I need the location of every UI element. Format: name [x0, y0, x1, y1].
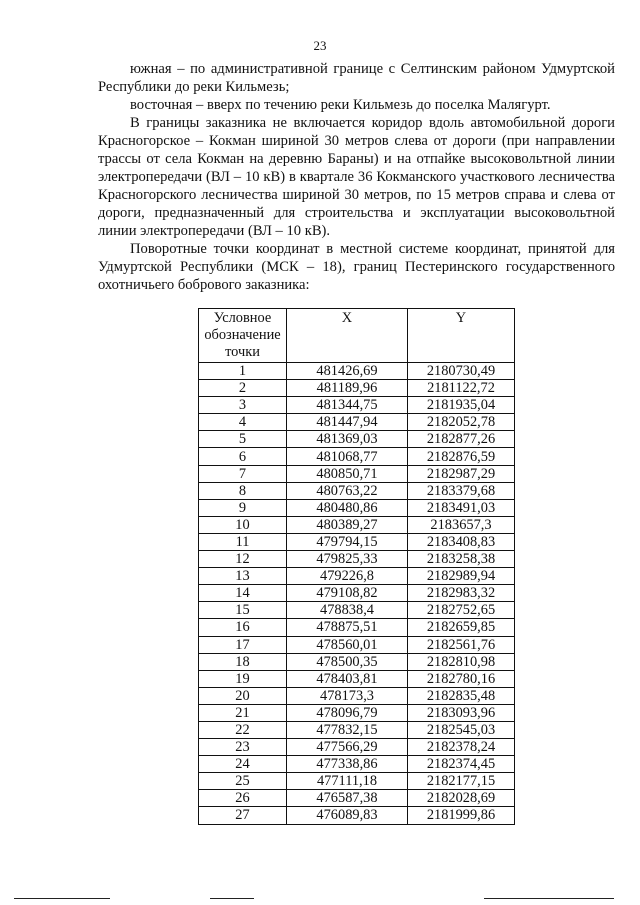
- cell-y: 2183491,03: [408, 499, 515, 516]
- table-row: [199, 670, 515, 687]
- cell-point: 11: [199, 533, 287, 550]
- cell-point: 18: [199, 653, 287, 670]
- cell-point: 23: [199, 739, 287, 756]
- paragraph: южная – по административной границе с Селтинским районом Удмуртской Республики до реки Кильмезь;: [98, 61, 615, 95]
- table-row: [199, 533, 515, 550]
- cell-x: 477111,18: [287, 773, 408, 790]
- cell-point: 24: [199, 756, 287, 773]
- table-row: [199, 687, 515, 704]
- cell-x: 478560,01: [287, 636, 408, 653]
- cell-x: 477566,29: [287, 739, 408, 756]
- cell-x: 479226,8: [287, 568, 408, 585]
- table-row: [199, 363, 515, 380]
- cell-y: 2182780,16: [408, 670, 515, 687]
- cell-x: 479825,33: [287, 551, 408, 568]
- cell-x: 478838,4: [287, 602, 408, 619]
- table-row: [199, 585, 515, 602]
- cell-x: 481068,77: [287, 448, 408, 465]
- header-point: Условное обозначение точки: [199, 309, 287, 363]
- table-row: [199, 756, 515, 773]
- cell-x: 476587,38: [287, 790, 408, 807]
- cell-x: 476089,83: [287, 807, 408, 824]
- table-row: [199, 397, 515, 414]
- cell-point: 5: [199, 431, 287, 448]
- table-row: [199, 482, 515, 499]
- table-row: [199, 636, 515, 653]
- cell-x: 481344,75: [287, 397, 408, 414]
- cell-x: 477338,86: [287, 756, 408, 773]
- cell-x: 479108,82: [287, 585, 408, 602]
- table-row: [199, 739, 515, 756]
- cell-point: 19: [199, 670, 287, 687]
- cell-y: 2182810,98: [408, 653, 515, 670]
- cell-point: 2: [199, 380, 287, 397]
- cell-y: 2182752,65: [408, 602, 515, 619]
- cell-y: 2181122,72: [408, 380, 515, 397]
- cell-point: 1: [199, 363, 287, 380]
- table-row: [199, 807, 515, 824]
- cell-point: 13: [199, 568, 287, 585]
- cell-x: 479794,15: [287, 533, 408, 550]
- cell-x: 481189,96: [287, 380, 408, 397]
- cell-x: 480763,22: [287, 482, 408, 499]
- cell-y: 2182177,15: [408, 773, 515, 790]
- cell-point: 9: [199, 499, 287, 516]
- cell-y: 2182989,94: [408, 568, 515, 585]
- cell-point: 25: [199, 773, 287, 790]
- page-number: 23: [313, 38, 327, 53]
- cell-y: 2182983,32: [408, 585, 515, 602]
- table-body: [199, 363, 515, 825]
- cell-point: 3: [199, 397, 287, 414]
- cell-y: 2181999,86: [408, 807, 515, 824]
- cell-y: 2182561,76: [408, 636, 515, 653]
- table-row: [199, 516, 515, 533]
- cell-x: 481426,69: [287, 363, 408, 380]
- cell-point: 12: [199, 551, 287, 568]
- cell-point: 7: [199, 465, 287, 482]
- cell-y: 2183093,96: [408, 704, 515, 721]
- paragraph: восточная – вверх по течению реки Кильмезь до поселка Малягурт.: [130, 97, 551, 113]
- cell-x: 478875,51: [287, 619, 408, 636]
- cell-x: 478096,79: [287, 704, 408, 721]
- cell-point: 16: [199, 619, 287, 636]
- cell-y: 2182378,24: [408, 739, 515, 756]
- cell-x: 480480,86: [287, 499, 408, 516]
- cell-y: 2182052,78: [408, 414, 515, 431]
- paragraph: Поворотные точки координат в местной системе координат, принятой для Удмуртской Республики (МСК – 18), границ Пестеринского государственного охотничьего бобрового заказника:: [98, 241, 615, 293]
- cell-y: 2183258,38: [408, 551, 515, 568]
- cell-y: 2182028,69: [408, 790, 515, 807]
- cell-x: 481369,03: [287, 431, 408, 448]
- cell-x: 478500,35: [287, 653, 408, 670]
- header-x: X: [287, 309, 408, 363]
- cell-x: 480389,27: [287, 516, 408, 533]
- cell-y: 2182987,29: [408, 465, 515, 482]
- scan-artifact: [210, 898, 254, 899]
- table-row: [199, 551, 515, 568]
- cell-point: 14: [199, 585, 287, 602]
- cell-y: 2182374,45: [408, 756, 515, 773]
- table-row: [199, 380, 515, 397]
- cell-y: 2183379,68: [408, 482, 515, 499]
- cell-y: 2182545,03: [408, 721, 515, 738]
- cell-point: 8: [199, 482, 287, 499]
- table-row: [199, 653, 515, 670]
- table-row: [199, 790, 515, 807]
- cell-y: 2182877,26: [408, 431, 515, 448]
- body-text: [98, 60, 615, 294]
- cell-y: 2180730,49: [408, 363, 515, 380]
- paragraph: В границы заказника не включается коридор вдоль автомобильной дороги Красногорское – Кокман шириной 30 метров слева от дороги (при направлении трассы от села Кокман на деревню Бараны) и на отпайке высоковольтной линии электропередачи (ВЛ – 10 кВ) в квартале 36 Кокманского участкового лесничества Красногорского лесничества шириной 30 метров, по 15 метров справа и слева от дороги, предназначенный для строительства и эксплуатации высоковольтной линии электропередачи (ВЛ – 10 кВ).: [98, 115, 615, 239]
- table-row: [199, 721, 515, 738]
- cell-y: 2182659,85: [408, 619, 515, 636]
- cell-point: 21: [199, 704, 287, 721]
- cell-point: 15: [199, 602, 287, 619]
- table-row: [199, 602, 515, 619]
- cell-point: 20: [199, 687, 287, 704]
- coordinates-table: [198, 308, 515, 825]
- cell-point: 6: [199, 448, 287, 465]
- cell-point: 4: [199, 414, 287, 431]
- cell-point: 10: [199, 516, 287, 533]
- cell-point: 22: [199, 721, 287, 738]
- table-row: [199, 568, 515, 585]
- table-row: [199, 448, 515, 465]
- cell-y: 2181935,04: [408, 397, 515, 414]
- cell-point: 26: [199, 790, 287, 807]
- cell-y: 2183408,83: [408, 533, 515, 550]
- scan-artifact: [484, 898, 614, 899]
- table-row: [199, 704, 515, 721]
- table-row: [199, 431, 515, 448]
- cell-x: 478173,3: [287, 687, 408, 704]
- scan-artifact: [14, 898, 110, 899]
- cell-y: 2183657,3: [408, 516, 515, 533]
- table-row: [199, 499, 515, 516]
- cell-y: 2182876,59: [408, 448, 515, 465]
- cell-x: 477832,15: [287, 721, 408, 738]
- table-row: [199, 773, 515, 790]
- cell-x: 478403,81: [287, 670, 408, 687]
- cell-point: 27: [199, 807, 287, 824]
- header-y: Y: [408, 309, 515, 363]
- cell-x: 480850,71: [287, 465, 408, 482]
- table-row: [199, 619, 515, 636]
- cell-y: 2182835,48: [408, 687, 515, 704]
- table-row: [199, 465, 515, 482]
- table-header-row: [199, 309, 515, 363]
- cell-point: 17: [199, 636, 287, 653]
- cell-x: 481447,94: [287, 414, 408, 431]
- table-row: [199, 414, 515, 431]
